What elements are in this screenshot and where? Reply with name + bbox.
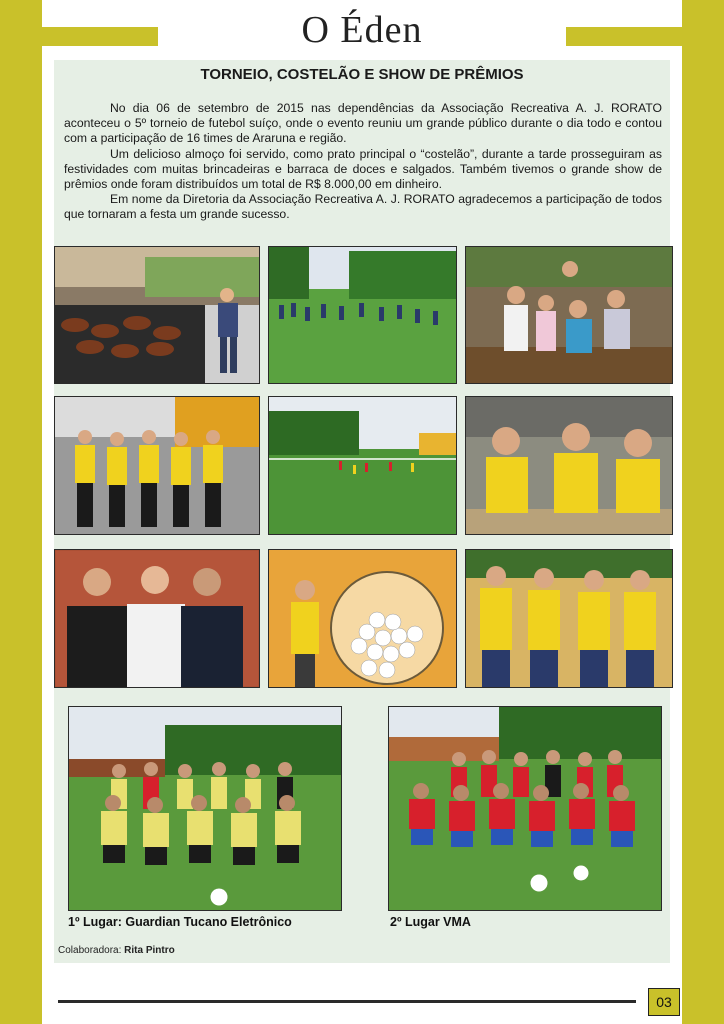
left-border-bar xyxy=(0,0,42,1024)
footer-rule xyxy=(58,1000,636,1003)
photo-staff-group xyxy=(465,549,673,688)
photo-crowd-on-field xyxy=(268,246,457,384)
caption-second-place: 2º Lugar VMA xyxy=(390,915,471,929)
right-border-bar xyxy=(682,0,724,1024)
magazine-title: O Éden xyxy=(301,9,423,51)
photo-prize-draw-cage xyxy=(268,549,457,688)
article-paragraph: Em nome da Diretoria da Associação Recreativa A. J. RORATO agradecemos a participação de todos que tornaram a festa um grande sucesso. xyxy=(64,192,662,222)
photo-volunteers-yellow-vests xyxy=(54,396,260,535)
photo-three-women-vests xyxy=(465,396,673,535)
caption-first-place: 1º Lugar: Guardian Tucano Eletrônico xyxy=(68,915,292,929)
photo-soccer-match xyxy=(268,396,457,535)
credit-line xyxy=(58,945,175,956)
photo-family-at-table xyxy=(465,246,673,384)
credit-label: Colaboradora: xyxy=(58,945,122,956)
photo-costelao-grill xyxy=(54,246,260,384)
page-number: 03 xyxy=(648,988,680,1016)
photo-team-first-place xyxy=(68,706,342,911)
header-stripe-right xyxy=(566,27,682,46)
header-stripe-left xyxy=(42,27,158,46)
photo-three-men xyxy=(54,549,260,688)
credit-name: Rita Pintro xyxy=(124,945,175,956)
article-title: TORNEIO, COSTELÃO E SHOW DE PRÊMIOS xyxy=(200,66,524,83)
article-paragraph: Um delicioso almoço foi servido, como prato principal o “costelão”, durante a tarde prosseguiram as festividades com muitas brincadeiras e barraca de doces e salgados. Também tivemos o grande show de prêmios onde foram distribuídos um total de R$ 8.000,00 em dinheiro. xyxy=(64,146,662,192)
photo-team-second-place xyxy=(388,706,662,911)
article-body xyxy=(64,101,662,223)
article-paragraph: No dia 06 de setembro de 2015 nas dependências da Associação Recreativa A. J. RORATO aconteceu o 5º torneio de futebol suíço, onde o evento reuniu um grande público durante o dia todo e contou com a participação de 16 times de Araruna e região. xyxy=(64,101,662,146)
